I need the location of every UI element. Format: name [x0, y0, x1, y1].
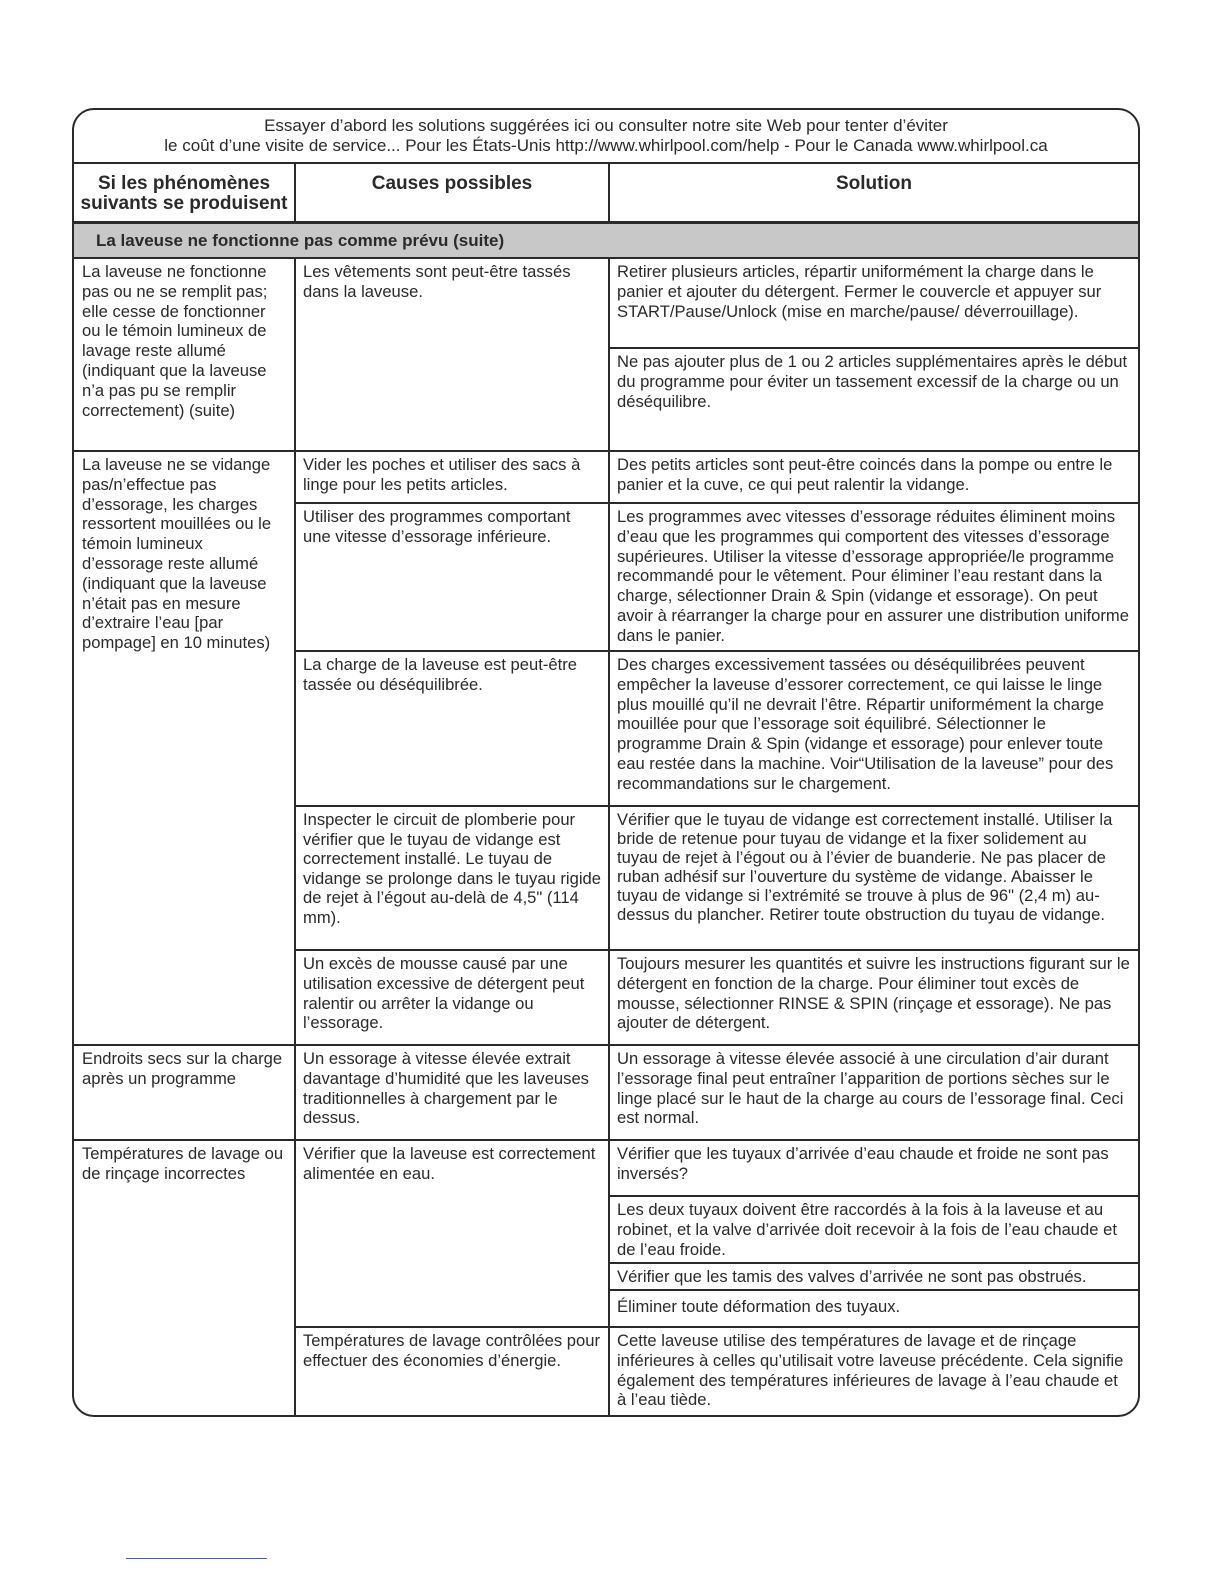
solution-cell: Vérifier que les tamis des valves d’arrivée ne sont pas obstrués. [610, 1264, 1138, 1291]
problem-cell: Endroits secs sur la charge après un programme [74, 1046, 296, 1139]
table-group [74, 1046, 1138, 1141]
cause-cell: Un essorage à vitesse élevée extrait davantage d’humidité que les laveuses traditionnelles à chargement par le dessus. [296, 1046, 610, 1139]
cause-cell: Vérifier que la laveuse est correctement alimentée en eau. [296, 1141, 610, 1326]
table-row [296, 504, 1138, 652]
cause-cell: Un excès de mousse causé par une utilisation excessive de détergent peut ralentir ou arrêter la vidange ou l’essorage. [296, 951, 610, 1044]
intro-line-2: le coût d’une visite de service... Pour les États-Unis http://www.whirlpool.com/help - Pour le Canada www.whirlpool.ca [164, 136, 1048, 155]
table-group [74, 452, 1138, 1046]
solution-cell: Les deux tuyaux doivent être raccordés à la fois à la laveuse et au robinet, et la valve d’arrivée doit recevoir à la fois de l’eau chaude et de l’eau froide. [610, 1197, 1138, 1264]
intro-banner [74, 110, 1138, 164]
cause-cell: Inspecter le circuit de plomberie pour vérifier que le tuyau de vidange est correctement installé. Le tuyau de vidange se prolonge dans le tuyau rigide de rejet à l’égout au-delà de 4,5" (114 mm). [296, 807, 610, 949]
solution-cell: Ne pas ajouter plus de 1 ou 2 articles supplémentaires après le début du programme pour éviter un tassement excessif de la charge ou un déséquilibre. [617, 352, 1128, 411]
solution-cell: Un essorage à vitesse élevée associé à une circulation d’air durant l’essorage final peut entraîner l’apparition de portions sèches sur le linge placé sur le haut de la charge au cours de l’essorage final. Ceci est normal. [617, 1049, 1124, 1128]
solution-cell: Vérifier que les tuyaux d’arrivée d’eau chaude et froide ne sont pas inversés? [610, 1141, 1138, 1197]
solution-cell: Des petits articles sont peut-être coincés dans la pompe ou entre le panier et la cuve, ce qui peut ralentir la vidange. [617, 455, 1113, 494]
table-group [74, 1141, 1138, 1417]
cause-cell: Les vêtements sont peut-être tassés dans la laveuse. [296, 259, 610, 450]
section-title: La laveuse ne fonctionne pas comme prévu (suite) [74, 224, 1138, 259]
table-row [296, 1046, 1138, 1139]
cause-cell: La charge de la laveuse est peut-être tassée ou déséquilibrée. [296, 652, 610, 805]
header-solution: Solution [836, 173, 912, 194]
cause-cell: Utiliser des programmes comportant une vitesse d’essorage inférieure. [296, 504, 610, 650]
table-header [74, 164, 1138, 224]
solution-cell: Des charges excessivement tassées ou déséquilibrées peuvent empêcher la laveuse d’essorer correctement, ce qui laisse le linge plus mouillé qu’il ne devrait l’être. Répartir uniformément la charge mouillée pour que l’essorage soit équilibré. Sélectionner le programme Drain & Spin (vidange et essorage) pour enlever toute eau restée dans la machine. Voir“Utilisation de la laveuse” pour des recommandations sur le chargement. [617, 655, 1114, 793]
table-row [296, 259, 1138, 450]
solution-cell: Toujours mesurer les quantités et suivre les instructions figurant sur le détergent en fonction de la charge. Pour éliminer tout excès de mousse, sélectionner RINSE & SPIN (rinçage et essorage). Ne pas ajouter de détergent. [617, 954, 1130, 1033]
solution-cell: Les programmes avec vitesses d’essorage réduites éliminent moins d’eau que les programmes qui comportent des vitesses d’essorage supérieures. Utiliser la vitesse d’essorage appropriée/le programme recommandé pour le vêtement. Pour éliminer l’eau restant dans la charge, sélectionner Drain & Spin (vidange et essorage). On peut avoir à réarranger la charge pour en assurer une distribution uniforme dans le panier. [617, 507, 1129, 645]
page-footer-rule [126, 1558, 267, 1559]
solution-cell: Cette laveuse utilise des températures de lavage et de rinçage inférieures à celles qu’utilisait votre laveuse précédente. Cela signifie également des températures inférieures de lavage à l’eau chaude et à l’eau tiède. [617, 1331, 1124, 1410]
table-row [296, 1328, 1138, 1417]
solution-cell: Éliminer toute déformation des tuyaux. [617, 1297, 901, 1316]
solution-cell: Vérifier que le tuyau de vidange est correctement installé. Utiliser la bride de retenue pour tuyau de vidange et la fixer solidement au tuyau de rejet à l’égout ou à l’évier de buanderie. Ne pas placer de ruban adhésif sur l’ouverture du système de vidange. Abaisser le tuyau de vidange si l’extrémité se trouve à plus de 96" (2,4 m) au-dessus du plancher. Retirer toute obstruction du tuyau de vidange. [617, 810, 1113, 924]
table-row [296, 452, 1138, 504]
problem-cell: Températures de lavage ou de rinçage incorrectes [74, 1141, 296, 1417]
solution-cell: Retirer plusieurs articles, répartir uniformément la charge dans le panier et ajouter du détergent. Fermer le couvercle et appuyer sur START/Pause/Unlock (mise en marche/pause/ déverrouillage). [610, 259, 1138, 349]
table-row [296, 951, 1138, 1044]
table-group [74, 259, 1138, 452]
problem-cell: La laveuse ne fonctionne pas ou ne se remplit pas; elle cesse de fonctionner ou le témoin lumineux de lavage reste allumé (indiquant que la laveuse n’a pas pu se remplir correctement) (suite) [74, 259, 296, 450]
intro-line-1: Essayer d’abord les solutions suggérées ici ou consulter notre site Web pour tenter d’éviter [264, 116, 948, 135]
cause-cell: Vider les poches et utiliser des sacs à linge pour les petits articles. [296, 452, 610, 502]
cause-cell: Températures de lavage contrôlées pour effectuer des économies d’énergie. [296, 1328, 610, 1417]
table-row [296, 652, 1138, 807]
troubleshooting-table [72, 108, 1140, 1417]
header-causes: Causes possibles [296, 164, 610, 221]
table-row [296, 1141, 1138, 1328]
header-problem: Si les phénomènes suivants se produisent [74, 164, 296, 221]
table-row [296, 807, 1138, 951]
problem-cell: La laveuse ne se vidange pas/n’effectue pas d’essorage, les charges ressortent mouillées ou le témoin lumineux d’essorage reste allumé (indiquant que la laveuse n’était pas en mesure d’extraire l’eau [par pompage] en 10 minutes) [74, 452, 296, 1044]
